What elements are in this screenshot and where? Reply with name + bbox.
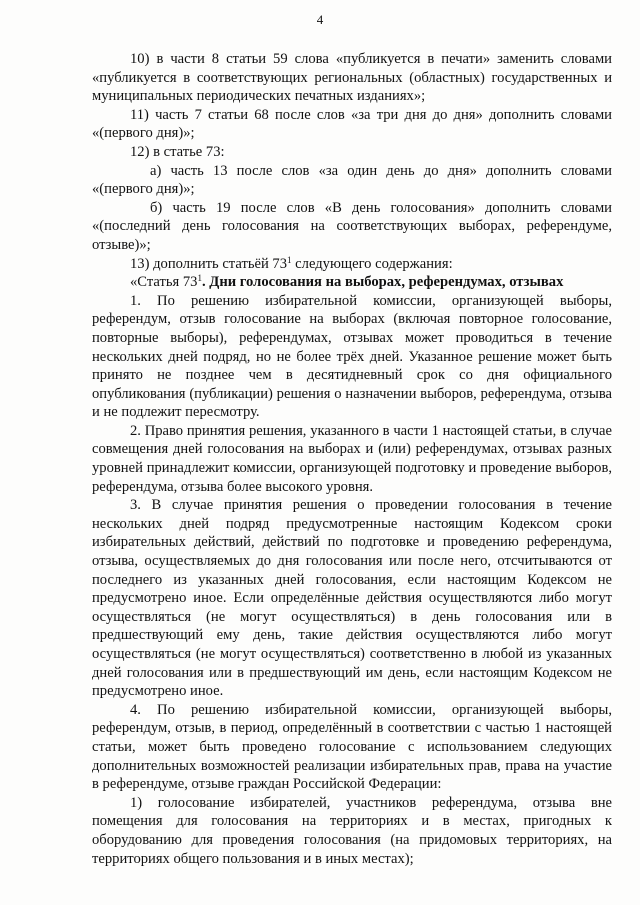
amendment-item-12: 12) в статье 73: (130, 143, 225, 160)
amendment-item-10: 10) в части 8 статьи 59 слова «публикуется в печати» заменить словами «публикуется в соответствующих региональных (областных) государственных и муниципальных периодических печатных изданиях»; (92, 51, 612, 105)
page-number: 4 (316, 12, 324, 27)
amendment-subitem-b: б) часть 19 после слов «В день голосования» дополнить словами «(последний день голосования на соответствующих выборах, референдуме, отзыве)»; (92, 199, 612, 253)
article-paragraph-2: 2. Право принятия решения, указанного в части 1 настоящей статьи, в случае совмещения дней голосования на выборах и (или) референдумах, отзывах разных уровней принадлежит комиссии, организующей подготовку и проведение выборов, референдума, отзыва более высокого уровня. (92, 422, 612, 495)
document-body (92, 50, 612, 868)
amendment-item-11: 11) часть 7 статьи 68 после слов «за три дня до дня» дополнить словами «(первого дня)»; (92, 106, 612, 142)
article-heading-title: . Дни голосования на выборах, референдумах, отзывах (201, 274, 564, 291)
article-heading-prefix: «Статья 73 (130, 274, 198, 291)
item-13-suffix: следующего содержания: (291, 255, 453, 272)
article-paragraph-4-item-1: 1) голосование избирателей, участников референдума, отзыва вне помещения для голосования на территориях и в местах, пригодных к оборудованию для проведения голосования (на придомовых территориях, на территориях общего пользования и в иных местах); (92, 794, 612, 867)
article-paragraph-3: 3. В случае принятия решения о проведении голосования в течение нескольких дней подряд предусмотренные настоящим Кодексом сроки избирательных действий, действий по подготовке и проведению референдума, отзыва, осуществляемых до дня голосования или после него, отсчитываются от последнего из указанных дней голосования, если настоящим Кодексом не предусмотрено иное. Если определённые действия осуществляются либо могут осуществляться (не могут осуществляться) в день голосования или в предшествующий ему день, такие действия осуществляются либо могут осуществляться (не могут осуществляться) соответственно в любой из указанных дней голосования или в предшествующий им день, если настоящим Кодексом не предусмотрено иное. (92, 497, 612, 700)
article-heading (92, 273, 612, 292)
amendment-subitem-a: а) часть 13 после слов «за один день до дня» дополнить словами «(первого дня)»; (92, 162, 612, 198)
item-13-text: 13) дополнить статьёй 73 (130, 255, 288, 272)
article-heading-superscript: 1 (197, 273, 202, 284)
item-13-superscript: 1 (287, 254, 292, 265)
amendment-item-13 (92, 255, 612, 274)
article-paragraph-1: 1. По решению избирательной комиссии, организующей выборы, референдум, отзыв голосование на выборах (включая повторное голосование, повторные выборы), референдумах, отзывах может проводиться в течение нескольких дней подряд, но не более трёх дней. Указанное решение может быть принято не позднее чем в десятидневный срок со дня официального опубликования (публикации) решения о назначении выборов, референдума, отзыва и не подлежит пересмотру. (92, 292, 612, 421)
article-paragraph-4: 4. По решению избирательной комиссии, организующей выборы, референдум, отзыв, в период, определённый в соответствии с частью 1 настоящей статьи, может быть проведено голосование с использованием следующих дополнительных возможностей реализации избирательных прав, права на участие в референдуме, отзыве граждан Российской Федерации: (92, 701, 612, 793)
